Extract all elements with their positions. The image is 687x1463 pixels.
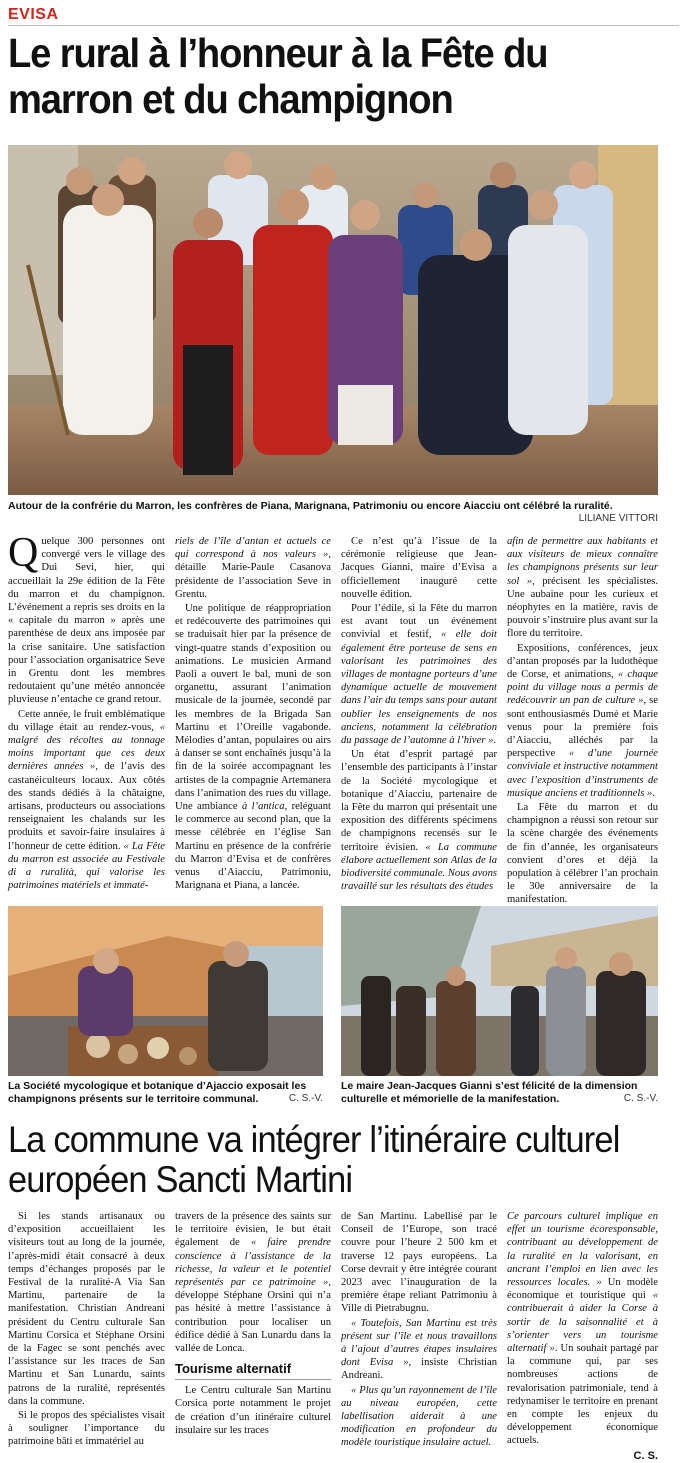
article1-col3-p3b: « La commune élabore actuellement son Atlas de la biodiversité communale. Nous avons travaillé sur les résultats des études [341,841,497,893]
article1-col2-p2b: à l’antica [241,801,285,813]
article2-col3-p2b: , insiste Christian Andreani. [341,1357,497,1382]
article1-col4 [507,535,658,922]
article2-col1-p1: Si les stands artisanaux ou d’exposition accueillaient les visiteurs tout au long de la journée, l’après-midi était consacré à deux temps d’échanges proposés par le Festival de la ruralité-A Via San Martinu, partenaire de la manifestation. Christian Andreani président du Centru culturale San Martinu Corsica et Stéphane Orsini de la Fagec se sont penchés avec l’assistance sur les traces de San Martinu et San Lunardu, saints patrons de la ruralité, représentés dans la commune. [8,1211,165,1407]
article1-col4-p1b: , précisent les spécialistes. Une aubaine pour les curieux et néophytes en la matière, ravis de pouvoir s’instruire plus avant sur la flore du territoire. [507,575,658,640]
mayor-speech-illustration [341,906,658,1076]
article1-col4-p2a: Expositions, conférences, jeux d’antan proposés par la ludothèque de Corse, et animations, [507,642,658,681]
article2-col3-p3: « Plus qu’un rayonnement de l’île au niveau européen, cette labellisation aiderait à une modification en profondeur du modèle touristique insulaire actuel. [341,1384,497,1449]
article1-col1-p2a: Cette année, le fruit emblématique du village était au rendez-vous, [8,708,165,733]
article1-col4-p3: La Fête du marron et du champignon a réussi son retour sur la scène chargée des événements de fin d’année, les organisateurs convient d’ores et déjà la population à célébrer l’an prochain le 30e anniversaire de la manifestation. [507,802,658,906]
article1-col1-p2d: « La Fête du marron est associée au Festivale di a ruralità, qui valorise les patrimoines matériels et immaté- [8,840,165,892]
subhead-tourisme: Tourisme alternatif [175,1361,331,1380]
article1-col2-p2c: , reléguant le commerce au second plan, que la messe célébrée en l’église San Martinu en présence de la confrérie du Marron d’Evisa et de confrères venus d’Aiacciu, Patrimoniu, Marignana et Piana, a lancée. [175,801,331,892]
mayor-photo [341,906,658,1076]
article1-col2-p1b: , détaille Marie-Paule Casanova présidente de l’association Seve in Grentu. [175,549,331,600]
article2-col2-p2: Le Centru culturale San Martinu Corsica porte notamment le projet de création d’un itinéraire culturel insulaire sur les traces [175,1385,331,1436]
article2-signature: C. S. [633,1449,658,1462]
secondary-headline: La commune va intégrer l’itinéraire culturel européen Sancti Martini [8,1119,620,1200]
group-photo-illustration [8,145,658,495]
mycology-stand-illustration [8,906,323,1076]
article2-col3-p2a: « Toutefois, San Martinu est très présent sur l’île et nous travaillons à l’ajout d’autres étapes insulaires dont Evisa » [341,1317,497,1369]
article1-col1-p2c: , de l’avis des castanéiculteurs locaux. Aux côtés des stands dédiés à la châtaigne, artisans, producteurs ou associations renseignaient les chalands sur les produits et savoir-faire insulaires à l’honneur de cette édition. [8,761,165,852]
article1-col3-p2b: « elle doit également être porteuse de sens en valorisant les patrimoines des villages de montagne porteurs d’une dynamique actuelle de mouvement dans l’air du temps sans pour autant oublier les enseignements de nos anciens, notamment la célébration du passage de l’automne à l’hiver » [341,629,497,747]
article2-col1-p2: Si le propos des spécialistes visait à souligner l’importance du patrimoine bâti et immatériel au [8,1410,165,1448]
article1-col3-p2a: Pour l’édile, si la Fête du marron est avant tout un événement convivial et festif, [341,603,497,641]
article1-col2 [175,535,331,893]
article2-col3-p1: de San Martinu. Labellisé par le Conseil de l’Europe, son tracé couvre pour l’heure 2 500 km et traverse 12 pays européens. La Corse devrait y être intégrée courant 2023 avec l’inauguration de la première étape reliant Patrimoniu à Ville di Pietrabugnu. [341,1211,497,1315]
article2-col2-p1a: travers de la présence des saints sur le territoire évisien, le but était également de [175,1211,331,1249]
article1-col1-p2b: « malgré des récoltes au tonnage moins important que ces deux dernières années » [8,721,165,773]
article1-col3-p2c: . [493,735,497,747]
article1-col4-p2b: « chaque point du village nous a permis de redécouvrir un pan de culture » [507,669,658,707]
article2-col4-p1d: . Un souhait partagé par la commune qui, par ses nombreuses actions de revalorisation patrimoniale, tend à redynamiser le territoire en prenant en compte les enjeux du développement économique actuels. [507,1343,658,1447]
mycology-photo [8,906,323,1076]
article2-col3 [341,1210,497,1451]
article2-col4-p1b: Un modèle économique et touristique qui [507,1277,658,1302]
dropcap: Q [8,530,39,576]
article1-col1 [8,530,165,893]
article1-col4-p2e: . [652,787,656,799]
main-photo [8,145,658,495]
article1-col1-p1: uelque 300 personnes ont convergé vers le village des Dui Sevi, hier, qui accueillait la 29e édition de la Fête du marron et du champignon. L’événement a repris ses droits en la « capitale du marron » après une parenthèse de deux ans imposée par la crise sanitaire. Une satisfaction pour l’association organisatrice Seve in Grentu dont les membres redoutaient qu’une météo annoncée pluvieuse n’entache ce grand retour. [8,536,165,706]
section-label: EVISA [8,6,59,23]
main-photo-credit: LILIANE VITTORI [578,513,658,524]
article1-col4-p1a: afin de permettre aux habitants et aux visiteurs de mieux connaître les champignons présents sur leur sol » [507,536,658,587]
article1-col3-p1: Ce n’est qu’à l’issue de la cérémonie religieuse que Jean-Jacques Gianni, maire d’Evisa a officiellement inauguré cette nouvelle édition. [341,536,497,600]
article1-col2-p1a: riels de l’île d’antan et actuels ce qui correspond à nos valeurs » [175,536,331,561]
mycology-caption: La Société mycologique et botanique d’Ajaccio exposait les champignons présents sur le territoire communal. [8,1080,307,1105]
mayor-credit: C. S.-V. [623,1093,658,1104]
mycology-credit: C. S.-V. [288,1093,323,1104]
article2-col4 [507,1210,658,1463]
page-title: Le rural à l’honneur à la Fête du marron et du champignon [8,30,548,122]
main-photo-caption: Autour de la confrérie du Marron, les confrères de Piana, Marignana, Patrimoniu ou encore Aiacciu ont célébré la ruralité. [8,500,613,512]
article1-col3-p3a: Un état d’esprit partagé par l’ensemble des participants à l’instar de la Société mycologique et botanique d’Aiacciu, partenaire de la Fête du marron qui présentait une exposition des différents spécimens de champignons recensés sur le territoire évisien. [341,749,497,853]
article2-col4-p1a: Ce parcours culturel implique en effet un tourisme écoresponsable, contribuant au développement de la ruralité en la valorisant, en ancrant l’emploi en lien avec les ressources locales. » [507,1211,658,1289]
section-kicker [8,6,679,26]
article2-col1 [8,1210,165,1450]
article1-col3 [341,535,497,894]
article1-col4-p2c: , se sont enthousiasmés Dumè et Marie venus pour la première fois d’Aiacciu, alléchés par la perspective [507,695,658,760]
article1-col4-p2d: « d’une journée conviviale et instructive notamment avec l’exposition d’instruments de musique anciens et traditionnels » [507,748,659,799]
mayor-caption: Le maire Jean-Jacques Gianni s’est félicité de la dimension culturelle et mémorielle de la manifestation. [341,1080,638,1105]
article2-col2 [175,1210,331,1438]
article2-col2-p1b: « faire prendre conscience à l’assistance de la richesse, la valeur et le potentiel représentés par ce patrimoine » [175,1237,332,1289]
article2-col4-p1c: « contribuerait à aider la Corse à sortir de la saisonnalité et à s’orienter vers un tourisme alternatif » [507,1290,658,1355]
article2-col2-p1c: , développe Stéphane Orsini qui n’a pas hésité à mettre l’assistance à contribution pour localiser un édifice dédié à San Lunardu dans la vallée de Lonca. [175,1277,331,1355]
article1-col2-p2: Une politique de réappropriation et redécouverte des patrimoines qui se traduisait hier par la présence de vingt-quatre stands d’exposition ou animations. Le musicien Armand Paoli a ouvert le bal, muni de son organettu, assurant l’animation musicale de la journée, secondé par les membres de la Brigada San Martinu et l’Oreille vagabonde. Mélodies d’antan, populaires ou airs à danser se sont enchaînés jusqu’à la fin de la soirée accompagnant les artistes de la compagnie Artemanera dans l’animation des rues du village. Une ambiance [175,603,331,813]
